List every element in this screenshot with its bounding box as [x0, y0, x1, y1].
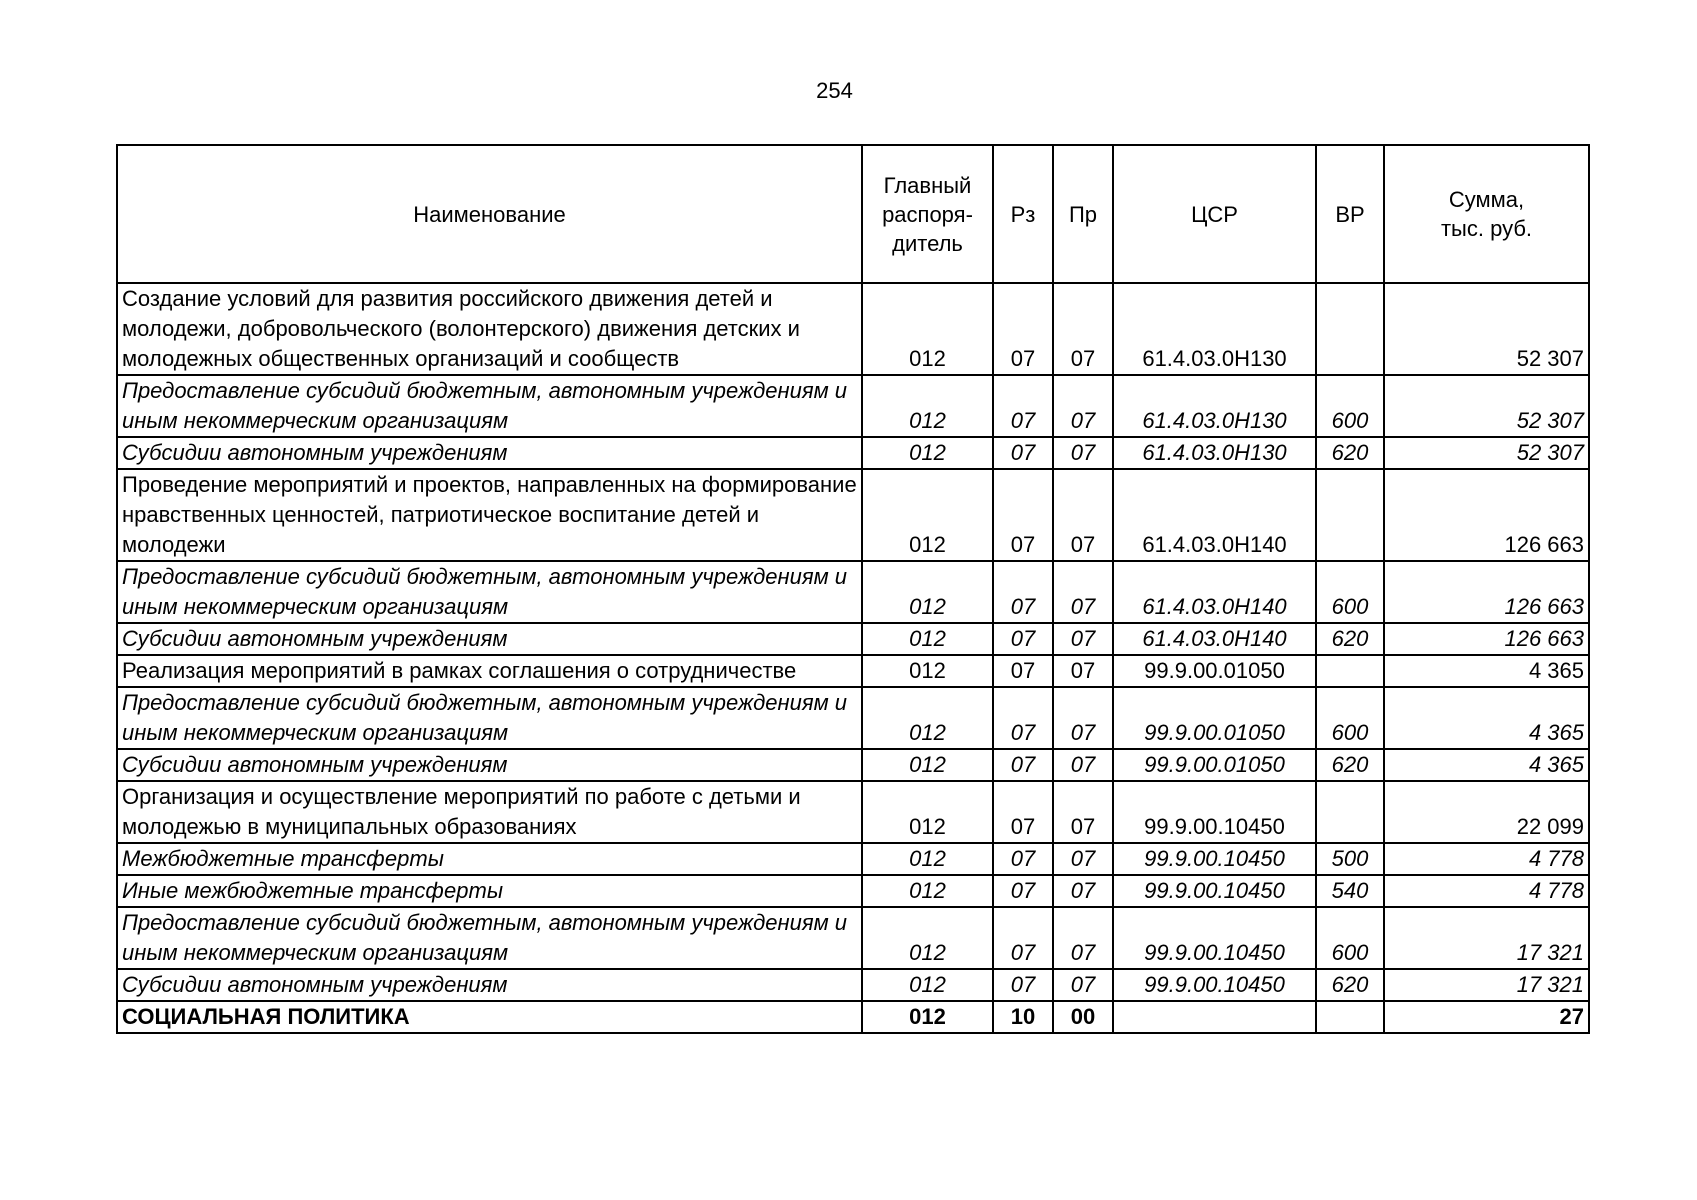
row-vr: 500 [1316, 843, 1384, 875]
row-csr: 99.9.00.10450 [1113, 969, 1316, 1001]
row-grbs: 012 [862, 781, 993, 843]
page-number: 254 [816, 78, 853, 103]
header-vr: ВР [1316, 145, 1384, 283]
table-row [117, 749, 1589, 781]
row-grbs: 012 [862, 749, 993, 781]
row-sum: 4 778 [1384, 843, 1589, 875]
row-grbs: 012 [862, 969, 993, 1001]
header-sum [1384, 145, 1589, 283]
row-sum: 17 321 [1384, 969, 1589, 1001]
row-pr: 07 [1053, 283, 1113, 375]
row-grbs: 012 [862, 875, 993, 907]
row-grbs: 012 [862, 283, 993, 375]
row-csr: 61.4.03.0Н140 [1113, 561, 1316, 623]
row-rz: 07 [993, 687, 1053, 749]
row-csr: 61.4.03.0Н130 [1113, 283, 1316, 375]
row-rz: 07 [993, 875, 1053, 907]
row-rz: 07 [993, 781, 1053, 843]
row-sum: 126 663 [1384, 561, 1589, 623]
table-row [117, 469, 1589, 561]
table-row [117, 283, 1589, 375]
row-name: Предоставление субсидий бюджетным, автономным учреждениям и иным некоммерческим организациям [117, 561, 862, 623]
row-rz: 07 [993, 843, 1053, 875]
row-rz: 07 [993, 283, 1053, 375]
row-rz: 07 [993, 623, 1053, 655]
row-grbs: 012 [862, 375, 993, 437]
row-grbs: 012 [862, 687, 993, 749]
header-sum-line: тыс. руб. [1440, 216, 1533, 241]
row-name: Предоставление субсидий бюджетным, автономным учреждениям и иным некоммерческим организациям [117, 687, 862, 749]
row-name: Субсидии автономным учреждениям [117, 623, 862, 655]
header-csr: ЦСР [1113, 145, 1316, 283]
row-csr: 99.9.00.10450 [1113, 781, 1316, 843]
row-vr: 620 [1316, 749, 1384, 781]
row-csr: 99.9.00.01050 [1113, 687, 1316, 749]
row-name: Субсидии автономным учреждениям [117, 969, 862, 1001]
row-sum: 126 663 [1384, 623, 1589, 655]
row-pr: 07 [1053, 781, 1113, 843]
row-vr [1316, 781, 1384, 843]
row-pr: 07 [1053, 969, 1113, 1001]
table-row [117, 1001, 1589, 1033]
row-rz: 07 [993, 969, 1053, 1001]
header-pr: Пр [1053, 145, 1113, 283]
row-vr: 620 [1316, 623, 1384, 655]
row-pr: 07 [1053, 875, 1113, 907]
row-rz: 10 [993, 1001, 1053, 1033]
header-name: Наименование [117, 145, 862, 283]
row-grbs: 012 [862, 655, 993, 687]
row-rz: 07 [993, 655, 1053, 687]
row-vr [1316, 1001, 1384, 1033]
row-grbs: 012 [862, 843, 993, 875]
row-vr: 620 [1316, 437, 1384, 469]
row-vr: 600 [1316, 907, 1384, 969]
row-sum: 17 321 [1384, 907, 1589, 969]
header-sum-line: Сумма, [1448, 187, 1525, 212]
budget-table [116, 144, 1590, 1034]
row-pr: 07 [1053, 623, 1113, 655]
row-name: Иные межбюджетные трансферты [117, 875, 862, 907]
row-sum: 4 365 [1384, 687, 1589, 749]
row-sum: 4 365 [1384, 655, 1589, 687]
row-grbs: 012 [862, 1001, 993, 1033]
row-sum: 4 778 [1384, 875, 1589, 907]
table-row [117, 623, 1589, 655]
row-sum: 52 307 [1384, 375, 1589, 437]
row-name: СОЦИАЛЬНАЯ ПОЛИТИКА [117, 1001, 862, 1033]
row-sum: 4 365 [1384, 749, 1589, 781]
row-grbs: 012 [862, 907, 993, 969]
row-grbs: 012 [862, 437, 993, 469]
row-csr: 99.9.00.10450 [1113, 875, 1316, 907]
header-grbs-line: распоря- [882, 201, 973, 227]
row-csr: 99.9.00.10450 [1113, 907, 1316, 969]
row-vr: 600 [1316, 561, 1384, 623]
row-vr [1316, 283, 1384, 375]
row-csr: 61.4.03.0Н130 [1113, 375, 1316, 437]
row-pr: 07 [1053, 437, 1113, 469]
row-rz: 07 [993, 437, 1053, 469]
row-pr: 07 [1053, 687, 1113, 749]
row-pr: 07 [1053, 907, 1113, 969]
row-grbs: 012 [862, 623, 993, 655]
header-row [117, 145, 1589, 283]
row-pr: 00 [1053, 1001, 1113, 1033]
row-pr: 07 [1053, 749, 1113, 781]
row-vr [1316, 469, 1384, 561]
row-csr: 61.4.03.0Н140 [1113, 623, 1316, 655]
table-row [117, 781, 1589, 843]
row-grbs: 012 [862, 469, 993, 561]
table-row [117, 655, 1589, 687]
row-vr: 620 [1316, 969, 1384, 1001]
row-pr: 07 [1053, 843, 1113, 875]
table-row [117, 561, 1589, 623]
row-name: Создание условий для развития российского движения детей и молодежи, добровольческого (волонтерского) движения детских и молодежных общественных организаций и сообществ [117, 283, 862, 375]
table-row [117, 875, 1589, 907]
row-csr: 61.4.03.0Н140 [1113, 469, 1316, 561]
row-pr: 07 [1053, 561, 1113, 623]
row-name: Организация и осуществление мероприятий по работе с детьми и молодежью в муниципальных образованиях [117, 781, 862, 843]
row-name: Субсидии автономным учреждениям [117, 749, 862, 781]
table-row [117, 375, 1589, 437]
row-csr: 99.9.00.01050 [1113, 749, 1316, 781]
row-sum: 52 307 [1384, 283, 1589, 375]
row-vr [1316, 655, 1384, 687]
row-rz: 07 [993, 561, 1053, 623]
header-rz: Рз [993, 145, 1053, 283]
row-csr: 61.4.03.0Н130 [1113, 437, 1316, 469]
row-rz: 07 [993, 749, 1053, 781]
row-vr: 600 [1316, 687, 1384, 749]
row-pr: 07 [1053, 655, 1113, 687]
row-name: Реализация мероприятий в рамках соглашения о сотрудничестве [117, 655, 862, 687]
row-rz: 07 [993, 907, 1053, 969]
table-row [117, 907, 1589, 969]
row-csr: 99.9.00.01050 [1113, 655, 1316, 687]
row-name: Предоставление субсидий бюджетным, автономным учреждениям и иным некоммерческим организациям [117, 375, 862, 437]
row-rz: 07 [993, 469, 1053, 561]
row-pr: 07 [1053, 469, 1113, 561]
row-pr: 07 [1053, 375, 1113, 437]
table-row [117, 687, 1589, 749]
row-rz: 07 [993, 375, 1053, 437]
row-name: Субсидии автономным учреждениям [117, 437, 862, 469]
row-csr [1113, 1001, 1316, 1033]
row-sum: 52 307 [1384, 437, 1589, 469]
row-csr: 99.9.00.10450 [1113, 843, 1316, 875]
row-vr: 540 [1316, 875, 1384, 907]
row-name: Межбюджетные трансферты [117, 843, 862, 875]
table-row [117, 437, 1589, 469]
row-sum: 27 [1384, 1001, 1589, 1033]
row-sum: 126 663 [1384, 469, 1589, 561]
header-grbs-line: Главный [883, 172, 972, 198]
row-sum: 22 099 [1384, 781, 1589, 843]
header-grbs [862, 145, 993, 283]
table-row [117, 969, 1589, 1001]
table-row [117, 843, 1589, 875]
row-grbs: 012 [862, 561, 993, 623]
row-vr: 600 [1316, 375, 1384, 437]
row-name: Предоставление субсидий бюджетным, автономным учреждениям и иным некоммерческим организациям [117, 907, 862, 969]
row-name: Проведение мероприятий и проектов, направленных на формирование нравственных ценностей, патриотическое воспитание детей и молодежи [117, 469, 862, 561]
header-grbs-line: дитель [892, 230, 963, 256]
